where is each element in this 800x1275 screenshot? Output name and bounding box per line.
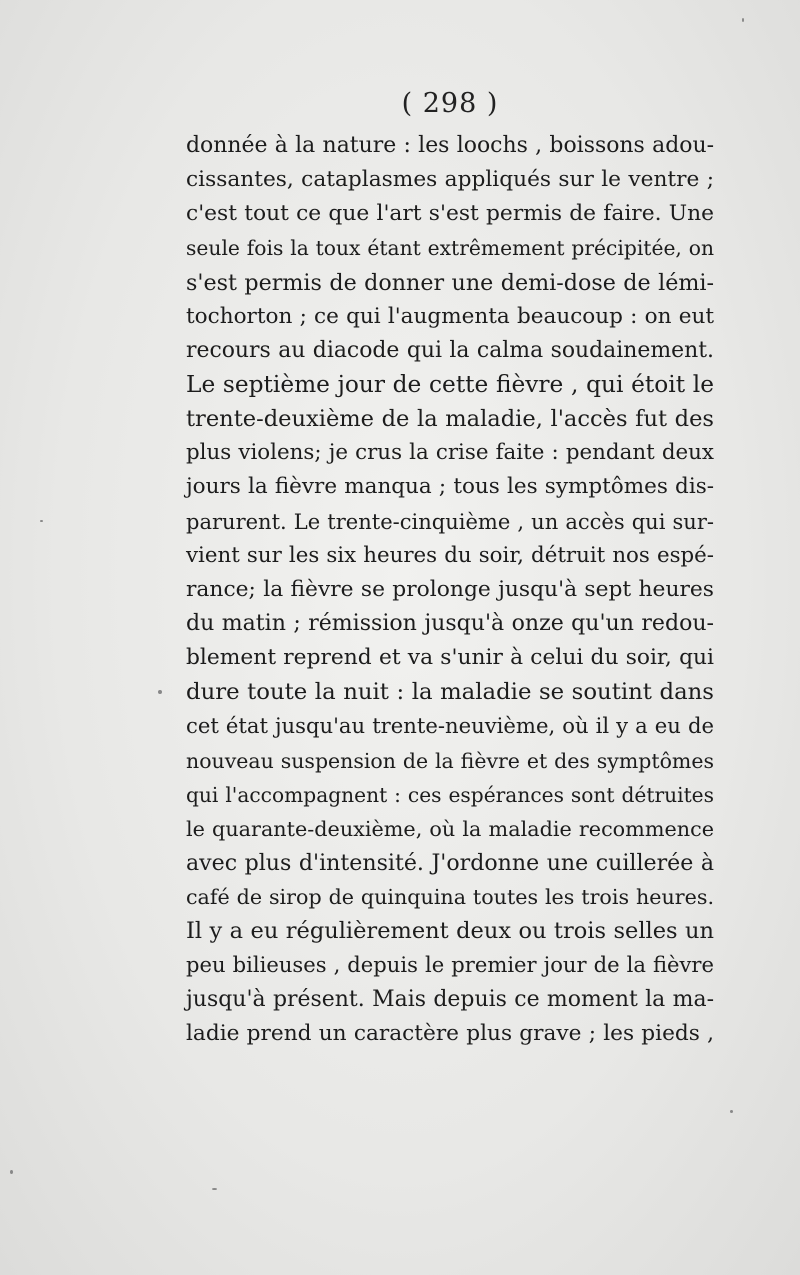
page-number: ( 298 ) [401, 88, 499, 119]
paper-speck [158, 690, 162, 694]
text-line: rance; la fièvre se prolonge jusqu'à sept heures [186, 576, 714, 602]
text-line: peu bilieuses , depuis le premier jour de la fièvre [186, 952, 714, 978]
text-line: ladie prend un caractère plus grave ; les pieds , [186, 1020, 714, 1046]
text-line: seule fois la toux étant extrêmement précipitée, on [186, 236, 714, 261]
text-line: s'est permis de donner une demi-dose de lémi- [186, 269, 714, 296]
text-line: donnée à la nature : les loochs , boissons adou- [186, 133, 714, 158]
text-line: café de sirop de quinquina toutes les trois heures. [186, 885, 714, 910]
text-line: recours au diacode qui la calma soudainement. [186, 337, 714, 363]
text-line: dure toute la nuit : la maladie se soutint dans [186, 679, 714, 706]
text-line: plus violens; je crus la crise faite : pendant deux [186, 440, 714, 466]
text-line: le quarante-deuxième, où la maladie recommence [186, 816, 714, 841]
paper-speck [742, 18, 744, 22]
body-text [186, 129, 714, 1051]
text-line: Il y a eu régulièrement deux ou trois selles un [186, 918, 714, 945]
paper-speck [730, 1110, 733, 1113]
text-line: vient sur les six heures du soir, détruit nos espé- [186, 542, 714, 568]
text-line: c'est tout ce que l'art s'est permis de faire. Une [186, 201, 714, 227]
text-line: trente-deuxième de la maladie, l'accès fut des [186, 406, 714, 433]
text-line: cissantes, cataplasmes appliqués sur le ventre ; [186, 167, 714, 193]
text-line: blement reprend et va s'unir à celui du soir, qui [186, 645, 714, 671]
text-line: jusqu'à présent. Mais depuis ce moment la ma- [186, 986, 714, 1012]
text-line: tochorton ; ce qui l'augmenta beaucoup : on eut [186, 303, 714, 329]
text-line: cet état jusqu'au trente-neuvième, où il y a eu de [186, 713, 714, 739]
paper-speck [40, 520, 43, 522]
text-line: Le septième jour de cette fièvre , qui étoit le [186, 370, 714, 398]
text-line: du matin ; rémission jusqu'à onze qu'un redou- [186, 610, 714, 636]
paper-speck [10, 1170, 13, 1174]
text-line: jours la fièvre manqua ; tous les symptômes dis- [186, 474, 714, 500]
text-line: nouveau suspension de la fièvre et des symptômes [186, 748, 714, 773]
paper-speck [212, 1188, 217, 1190]
text-line: avec plus d'intensité. J'ordonne une cuillerée à [186, 849, 714, 876]
text-line: qui l'accompagnent : ces espérances sont détruites [186, 782, 714, 807]
text-line: parurent. Le trente-cinquième , un accès qui sur- [186, 508, 714, 534]
